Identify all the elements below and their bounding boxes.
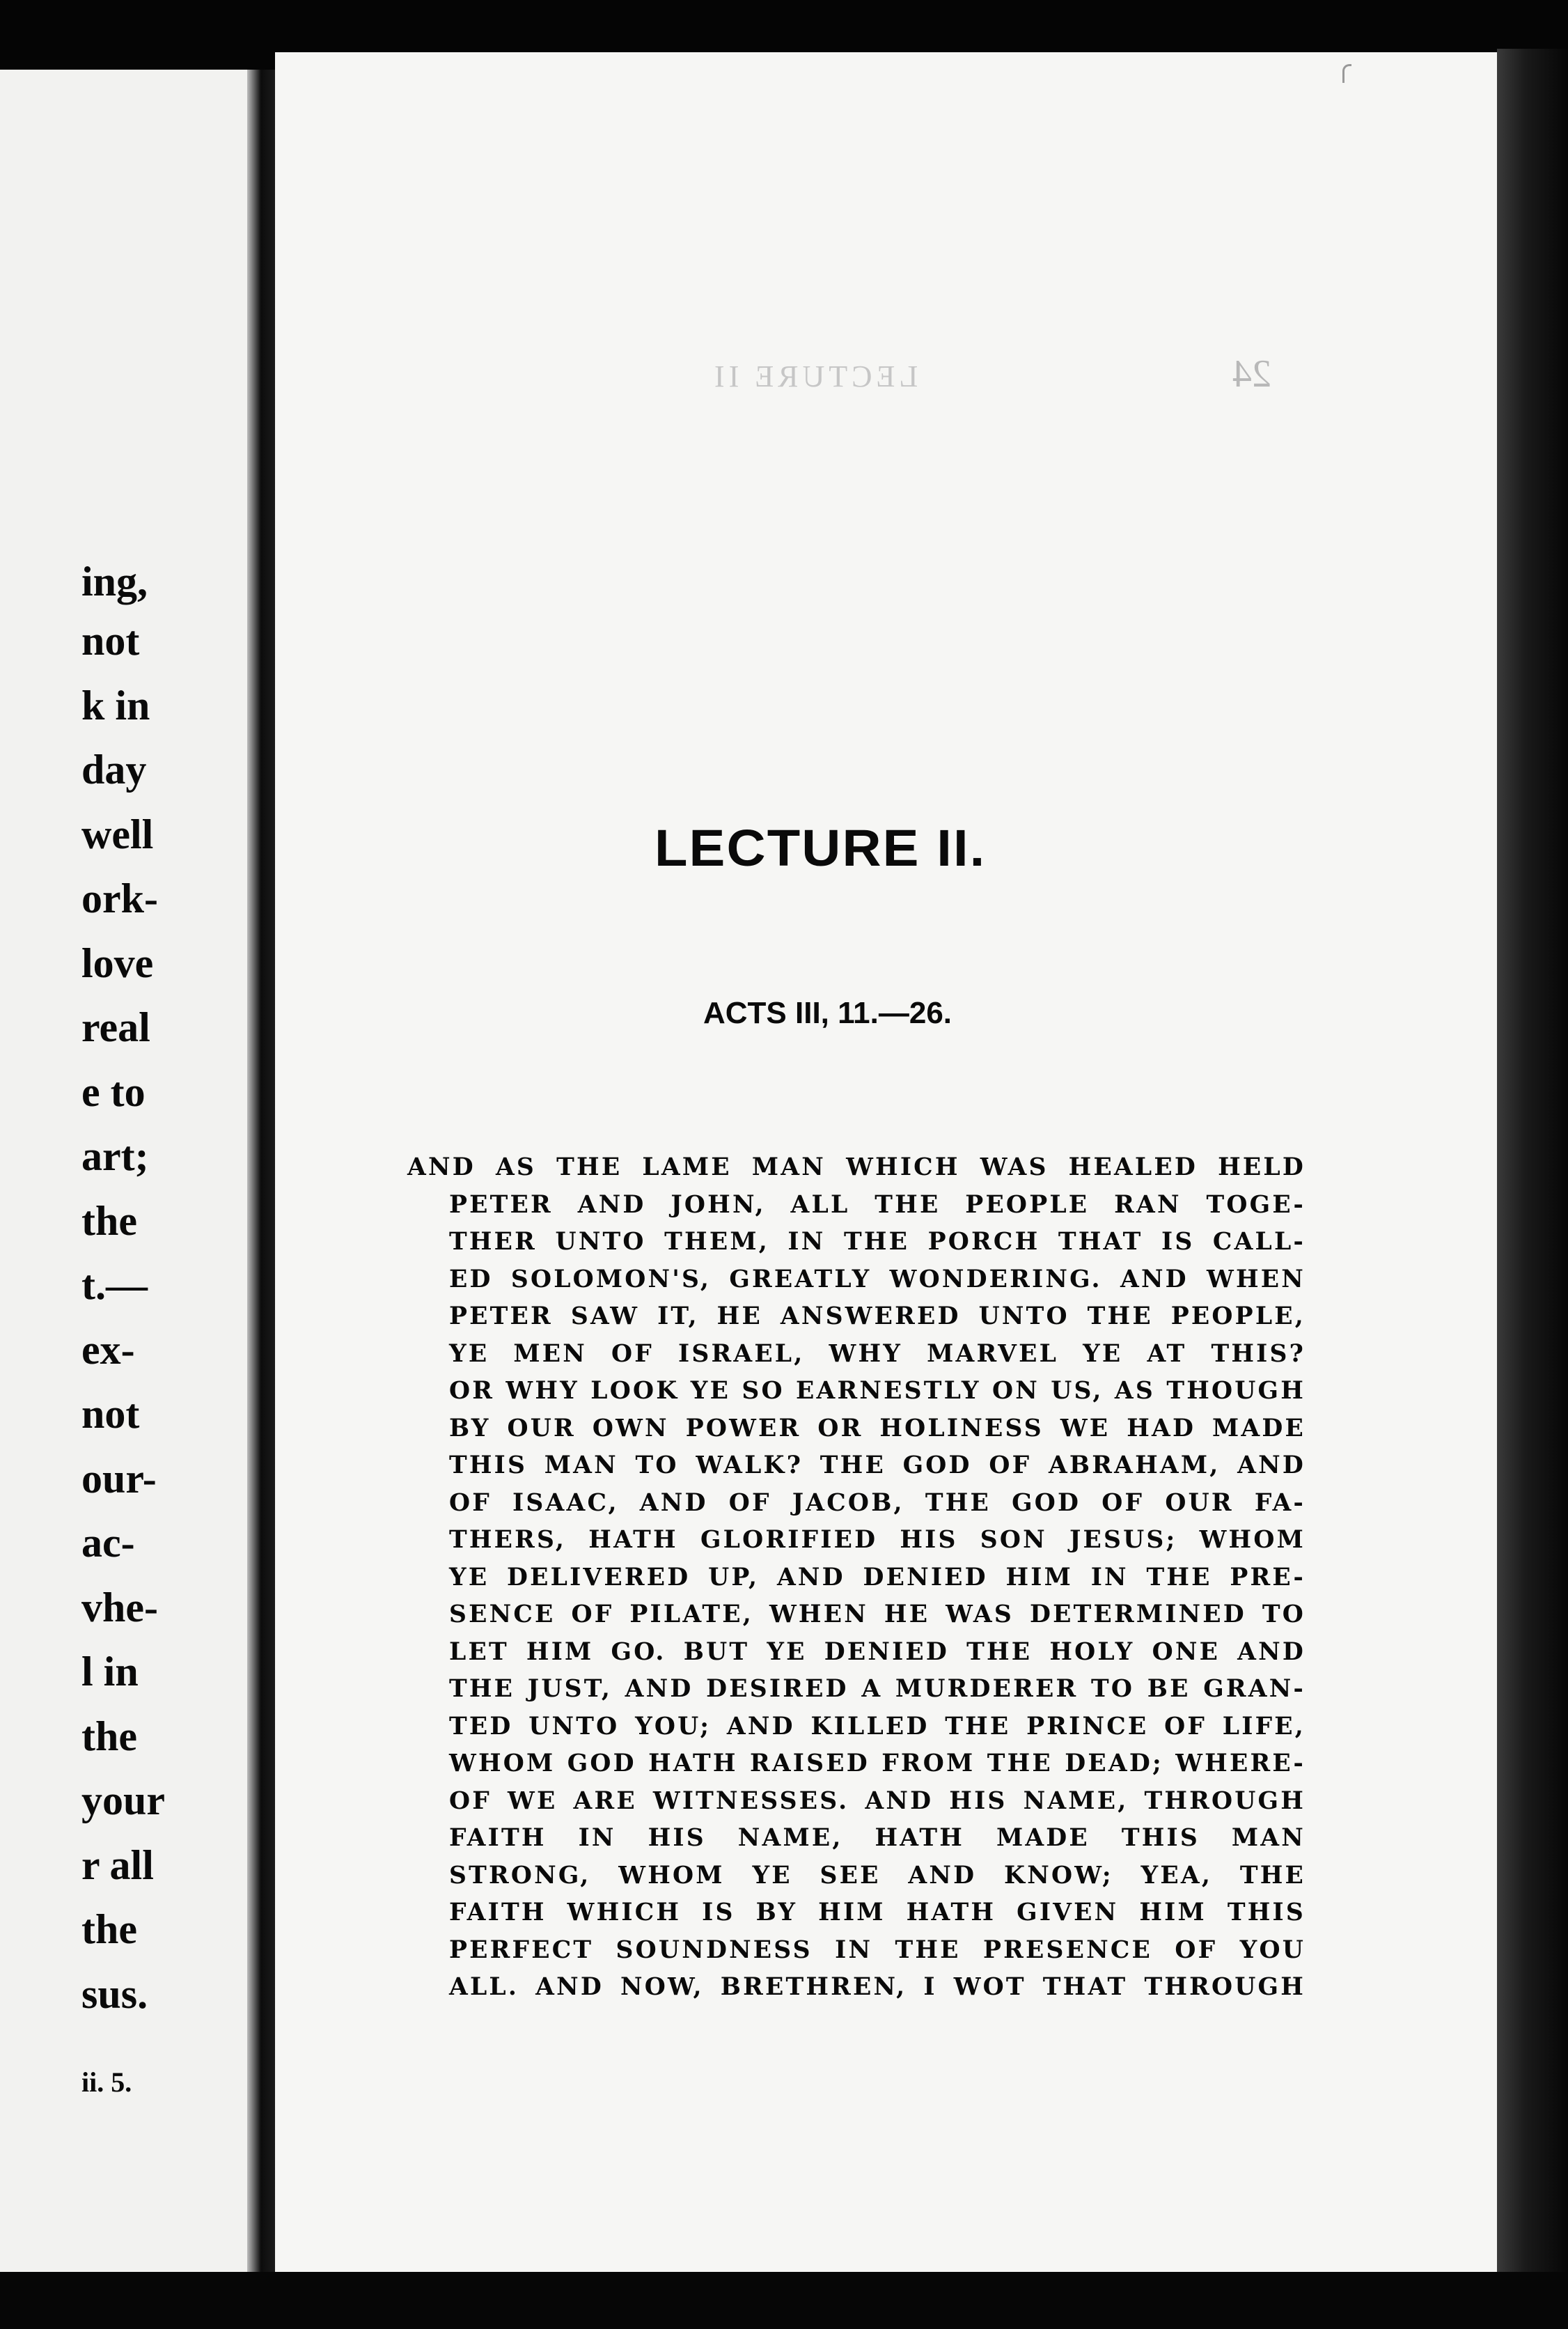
passage-line: ED SOLOMON'S, GREATLY WONDERING. AND WHEN: [449, 1265, 1306, 1293]
passage-line: OF ISAAC, AND OF JACOB, THE GOD OF OUR FA-: [449, 1488, 1306, 1517]
left-fragment-line: l in: [81, 1649, 139, 1695]
passage-line: THIS MAN TO WALK? THE GOD OF ABRAHAM, AND: [449, 1451, 1306, 1479]
left-fragment-line: r all: [81, 1842, 154, 1888]
bleed-through-header: LECTURE II: [710, 359, 918, 394]
left-fragment-line: vhe-: [81, 1584, 158, 1630]
passage-line: THERS, HATH GLORIFIED HIS SON JESUS; WHOM: [449, 1526, 1306, 1554]
left-fragment-line: not: [81, 618, 140, 664]
left-fragment-line: art;: [81, 1133, 149, 1179]
left-fragment-line: sus.: [81, 1971, 148, 2017]
left-fragment-line: real: [81, 1004, 150, 1050]
left-fragment-line: our-: [81, 1456, 157, 1502]
page-corner-mark: [1342, 64, 1351, 83]
left-fragment-line: day: [81, 747, 147, 793]
left-fragment-line: your: [81, 1777, 165, 1823]
passage-line: SENCE OF PILATE, WHEN HE WAS DETERMINED TO: [449, 1600, 1306, 1628]
left-fragment-line: ing,: [81, 559, 148, 605]
left-fragment-footnote: ii. 5.: [81, 2066, 132, 2098]
left-fragment-line: love: [81, 940, 154, 986]
passage-line: YE MEN OF ISRAEL, WHY MARVEL YE AT THIS?: [449, 1339, 1306, 1368]
passage-line: PETER SAW IT, HE ANSWERED UNTO THE PEOPLE,: [449, 1302, 1306, 1330]
left-fragment-line: ork-: [81, 875, 158, 921]
passage-line: FAITH IN HIS NAME, HATH MADE THIS MAN: [449, 1824, 1306, 1852]
passage-line: THE JUST, AND DESIRED A MURDERER TO BE GRAN-: [449, 1675, 1306, 1703]
left-fragment-line: t.—: [81, 1262, 148, 1308]
bleed-through-page-number: 24: [1232, 352, 1271, 396]
scripture-reference: ACTS III, 11.—26.: [703, 996, 952, 1030]
passage-line: YE DELIVERED UP, AND DENIED HIM IN THE PRE-: [449, 1563, 1306, 1591]
passage-line: OR WHY LOOK YE SO EARNESTLY ON US, AS THOUGH: [449, 1377, 1306, 1405]
passage-line: BY OUR OWN POWER OR HOLINESS WE HAD MADE: [449, 1414, 1306, 1442]
left-fragment-line: the: [81, 1198, 137, 1244]
left-fragment-line: ex-: [81, 1327, 135, 1373]
left-page-text-fragments: [0, 70, 259, 2277]
scripture-passage: [407, 1149, 1306, 2007]
left-fragment-line: k in: [81, 683, 150, 729]
left-fragment-line: the: [81, 1906, 137, 1952]
passage-line: WHOM GOD HATH RAISED FROM THE DEAD; WHERE-: [449, 1750, 1306, 1777]
passage-line: AND AS THE LAME MAN WHICH WAS HEALED HELD: [407, 1153, 1306, 1181]
passage-line: STRONG, WHOM YE SEE AND KNOW; YEA, THE: [449, 1861, 1306, 1890]
passage-line: THER UNTO THEM, IN THE PORCH THAT IS CALL-: [449, 1228, 1306, 1256]
page-edge-shadow: [1497, 49, 1568, 2329]
left-fragment-line: ac-: [81, 1520, 135, 1566]
left-page: [0, 70, 263, 2277]
passage-line: PETER AND JOHN, ALL THE PEOPLE RAN TOGE-: [449, 1190, 1306, 1219]
passage-line: PERFECT SOUNDNESS IN THE PRESENCE OF YOU: [449, 1935, 1306, 1964]
passage-line: ALL. AND NOW, BRETHREN, I WOT THAT THROUGH: [449, 1973, 1306, 2001]
scan-bottom-border: [0, 2272, 1568, 2329]
passage-line: FAITH WHICH IS BY HIM HATH GIVEN HIM THIS: [449, 1899, 1306, 1926]
passage-line: OF WE ARE WITNESSES. AND HIS NAME, THROUGH: [449, 1786, 1306, 1815]
left-fragment-line: well: [81, 811, 154, 857]
passage-line: LET HIM GO. BUT YE DENIED THE HOLY ONE AND: [449, 1637, 1306, 1666]
passage-line: TED UNTO YOU; AND KILLED THE PRINCE OF LIFE,: [449, 1712, 1306, 1740]
left-fragment-line: the: [81, 1713, 137, 1759]
left-fragment-line: not: [81, 1391, 140, 1437]
lecture-title: LECTURE II.: [654, 819, 987, 877]
left-fragment-line: e to: [81, 1069, 146, 1115]
